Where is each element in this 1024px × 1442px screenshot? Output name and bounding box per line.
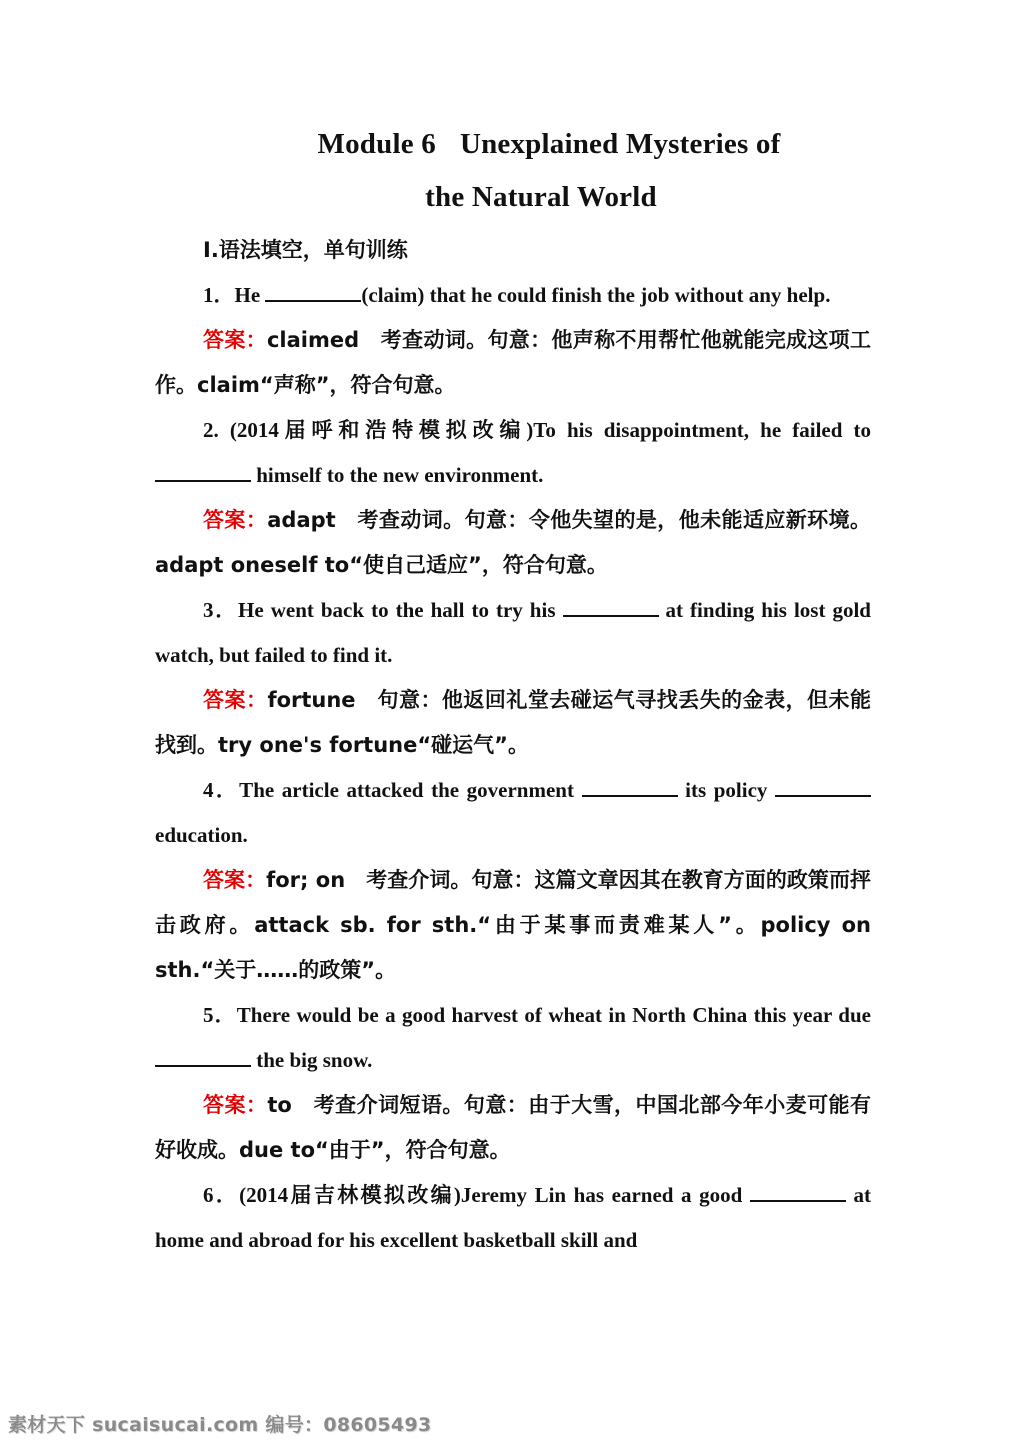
- question-text: 4．The article attacked the government: [203, 778, 582, 802]
- answer-label: 答案：: [203, 868, 267, 892]
- answer-text: adapt 考查动词。句意：令他失望的是，他未能适应新环境。adapt oneself to“使自己适应”，符合句意。: [155, 508, 872, 577]
- question-text: at home and abroad for his excellent basketball skill and: [155, 1183, 871, 1252]
- question-text: himself to the new environment.: [251, 463, 544, 487]
- title-module: Module 6: [317, 128, 436, 160]
- question-2: [155, 408, 871, 498]
- question-5: [155, 993, 871, 1083]
- watermark-text: 素材天下 sucaisucai.com 编号：08605493: [8, 1414, 432, 1436]
- blank: [563, 597, 659, 617]
- question-1: [155, 273, 871, 318]
- title-line-1: [155, 118, 871, 171]
- blank: [265, 282, 361, 302]
- blank: [750, 1182, 846, 1202]
- answer-3: [155, 678, 871, 768]
- page-title: [155, 118, 871, 224]
- question-text: 1．He: [203, 283, 266, 307]
- answer-text: claimed 考查动词。句意：他声称不用帮忙他就能完成这项工作。claim“声称”，符合句意。: [155, 328, 872, 397]
- blank: [155, 1047, 251, 1067]
- blank: [775, 777, 871, 797]
- answer-text: for; on 考查介词。句意：这篇文章因其在教育方面的政策而抨击政府。attack sb. for sth.“由于某事而责难某人”。policy on sth.“关于……的政策”。: [155, 868, 871, 982]
- document-page: [155, 118, 871, 1263]
- question-3: [155, 588, 871, 678]
- answer-label: 答案：: [203, 688, 268, 712]
- answer-label: 答案：: [203, 508, 268, 532]
- answer-5: [155, 1083, 871, 1173]
- blank: [582, 777, 678, 797]
- answer-1: [155, 318, 871, 408]
- title-line-2: the Natural World: [425, 181, 657, 213]
- question-6: [155, 1173, 871, 1263]
- question-text: 6．(2014届吉林模拟改编)Jeremy Lin has earned a good: [203, 1183, 750, 1207]
- question-text: 3．He went back to the hall to try his: [203, 598, 563, 622]
- blank: [155, 462, 251, 482]
- question-text: 5．There would be a good harvest of wheat in North China this year due: [203, 1003, 871, 1027]
- question-text: at finding his lost gold watch, but failed to find it.: [155, 598, 871, 667]
- question-4: [155, 768, 871, 858]
- watermark-bar: [0, 1402, 1024, 1442]
- question-text: the big snow.: [251, 1048, 373, 1072]
- question-text: education.: [155, 823, 248, 847]
- question-text: (claim) that he could finish the job without any help.: [361, 283, 831, 307]
- answer-text: to 考查介词短语。句意：由于大雪，中国北部今年小麦可能有好收成。due to“由于”，符合句意。: [155, 1093, 872, 1162]
- question-text: its policy: [677, 778, 776, 802]
- answer-label: 答案：: [203, 328, 267, 352]
- question-text: 2. (2014届呼和浩特模拟改编)To his disappointment, he failed to: [203, 418, 871, 442]
- answer-2: [155, 498, 871, 588]
- answer-4: [155, 858, 871, 993]
- answer-label: 答案：: [203, 1093, 268, 1117]
- answer-text: fortune 句意：他返回礼堂去碰运气寻找丢失的金表，但未能找到。try one's fortune“碰运气”。: [155, 688, 871, 757]
- title-main: Unexplained Mysteries of: [459, 128, 781, 160]
- section-heading: Ⅰ.语法填空，单句训练: [203, 238, 408, 262]
